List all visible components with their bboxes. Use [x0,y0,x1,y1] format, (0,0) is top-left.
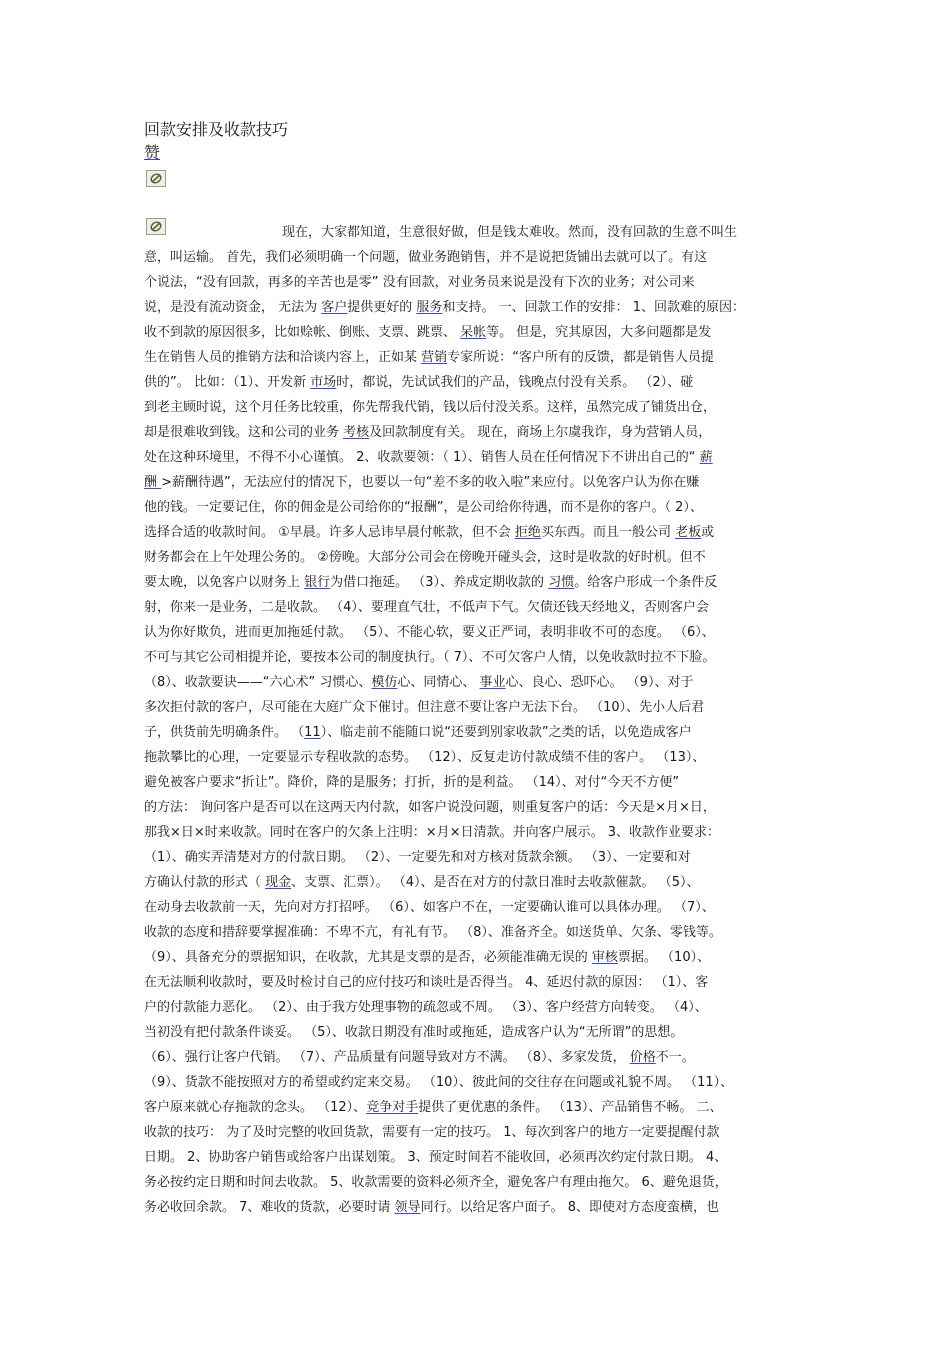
text-segment: 日期。 2、协助客户销售或给客户出谋划策。 3、预定时间若不能收回，必须再次约定付款日期。 4、 [144,1150,728,1165]
text-line [144,1070,814,1095]
text-segment: 收款的技巧： 为了及时完整的收回货款，需要有一定的技巧。 1、每次到客户的地方一定要提醒付款 [144,1125,720,1140]
text-segment: 认为你好欺负，进而更加拖延付款。 （5）、不能心软，要义正严词，表明非收不可的态度。 （6）、 [144,625,715,640]
text-segment: 避免被客户要求“折让”。降价，降的是服务；打折，折的是利益。 （14）、对付“今天不方便” [144,775,680,790]
text-line [144,1195,814,1220]
keyword-link[interactable]: 竞争对手 [366,1100,419,1115]
text-segment: 务必收回余款。 7、难收的货款，必要时请 [144,1200,395,1215]
text-segment: （9）、具备充分的票据知识，在收款，尤其是支票的是否，必须能准确无误的 [144,950,592,965]
text-segment: 在无法顺利收款时，要及时检讨自己的应付技巧和谈吐是否得当。 4、延迟付款的原因： （1）、客 [144,975,709,990]
text-line [144,220,814,245]
text-segment: >薪酬待遇”，无法应付的情况下，也要以一句“差不多的收入啦”来应付。以免客户认为你在赚 [161,475,700,490]
keyword-link[interactable]: 酬 [144,475,162,490]
text-segment: 在动身去收款前一天，先向对方打招呼。 （6）、如客户不在，一定要确认谁可以具体办理。 （7）、 [144,900,715,915]
document-subtitle-link[interactable]: 赞 [144,143,161,162]
text-line [144,645,814,670]
text-segment: 生在销售人员的推销方法和洽谈内容上，正如某 [144,350,422,365]
keyword-link[interactable]: 事业 [479,675,506,690]
text-segment: 他的钱。一定要记住，你的佣金是公司给你的“报酬”，是公司给你待遇，而不是你的客户。（ 2）、 [144,500,703,515]
text-segment: 的方法： 询问客户是否可以在这两天内付款，如客户说没问题，则重复客户的话：今天是×月×日， [144,800,716,815]
text-segment: 时，都说，先试试我们的产品，钱晚点付没有关系。 （2）、碰 [336,375,694,390]
text-segment: 票据。 （10）、 [617,950,711,965]
text-line [144,420,814,445]
text-line [144,395,814,420]
text-segment: 专家所说：“客户所有的反馈，都是销售人员提 [447,350,714,365]
text-segment: 及回款制度有关。 现在，商场上尔虞我诈，身为营销人员， [369,425,712,440]
text-segment: 同行。以给足客户面子。 8、即使对方态度蛮横，也 [420,1200,719,1215]
text-segment: 收款的态度和措辞要掌握准确：不卑不亢，有礼有节。 （8）、准备齐全。如送货单、欠条、零钱等。 [144,925,722,940]
text-line [144,1120,814,1145]
text-line [144,1170,814,1195]
text-segment: 心、同情心、 [397,675,480,690]
text-line [144,570,814,595]
text-line [144,870,814,895]
text-line [144,270,814,295]
text-segment: （6）、强行让客户代销。 （7）、产品质量有问题导致对方不满。 （8）、多家发货， [144,1050,630,1065]
text-line [144,545,814,570]
text-line [144,720,814,745]
keyword-link[interactable]: 市场 [310,375,337,390]
keyword-link[interactable]: 领导 [394,1200,421,1215]
keyword-link[interactable]: 11 [304,725,321,740]
text-line [144,495,814,520]
text-line [144,445,814,470]
text-segment: 选择合适的收款时间。 ①早晨。许多人忌讳早晨付帐款，但不会 [144,525,515,540]
text-segment: 、支票、汇票）。 （4）、是否在对方的付款日准时去收款催款。 （5）、 [291,875,700,890]
text-line [144,1095,814,1120]
text-segment: 买东西。而且一般公司 [540,525,676,540]
keyword-link[interactable]: 模仿 [371,675,398,690]
text-line [144,895,814,920]
text-segment: 子，供货前先明确条件。 （ [144,725,305,740]
keyword-link[interactable]: 审核 [591,950,618,965]
text-segment: （9）、货款不能按照对方的希望或约定来交易。 （10）、彼此间的交往存在问题或礼貌不周。 （11）、 [144,1075,734,1090]
text-line [144,845,814,870]
text-segment: （1）、确实弄清楚对方的付款日期。 （2）、一定要先和对方核对货款余额。 （3）、一定要和对 [144,850,691,865]
text-segment: 不可与其它公司相提并论，要按本公司的制度执行。（ 7）、不可欠客户人情，以免收款时拉不下脸。 [144,650,716,665]
text-segment: 。给客户形成一个条件反 [574,575,718,590]
text-segment: 户的付款能力恶化。 （2）、由于我方处理事物的疏忽或不周。 （3）、客户经营方向转变。 （4）、 [144,1000,708,1015]
text-segment: （8）、收款要诀——“六心术” 习惯心、 [144,675,372,690]
text-line [144,1145,814,1170]
keyword-link[interactable]: 习惯 [548,575,575,590]
keyword-link[interactable]: 考核 [343,425,370,440]
text-line [144,345,814,370]
text-segment: 不一。 [655,1050,695,1065]
keyword-link[interactable]: 呆帐 [460,325,487,340]
article-lines [144,220,814,1220]
text-segment: 要太晚，以免客户以财务上 [144,575,305,590]
text-line [144,245,814,270]
text-segment: 客户原来就心存拖款的念头。 （12）、 [144,1100,367,1115]
text-line [144,770,814,795]
text-segment: 提供更好的 [347,300,417,315]
text-line [144,745,814,770]
text-segment: 心、良心、恐吓心。 （9）、对于 [505,675,694,690]
keyword-link[interactable]: 银行 [304,575,331,590]
text-segment: 收不到款的原因很多，比如赊帐、倒账、支票、跳票、 [144,325,461,340]
text-segment: 财务都会在上午处理公务的。 ②傍晚。大部分公司会在傍晚开碰头会，这时是收款的好时机。但不 [144,550,706,565]
image-icon[interactable] [146,218,166,235]
text-segment: ）、临走前不能随口说“还要到别家收款”之类的话，以免造成客户 [320,725,692,740]
keyword-link[interactable]: 薪 [699,450,713,465]
keyword-link[interactable]: 客户 [321,300,348,315]
text-line [144,595,814,620]
text-segment: 射，你来一是业务，二是收款。 （4）、要理直气壮，不低声下气。欠债还钱天经地义，否则客户会 [144,600,709,615]
text-line [144,945,814,970]
text-segment: 方确认付款的形式（ [144,875,266,890]
text-line [144,295,814,320]
text-segment: 意，叫运输。 首先，我们必须明确一个问题，做业务跑销售，并不是说把货铺出去就可以了。有这 [144,250,708,265]
text-line [144,695,814,720]
text-line [144,1045,814,1070]
text-line [144,970,814,995]
text-segment: 拖款攀比的心理，一定要显示专程收款的态势。 （12）、反复走访付款成绩不佳的客户。 （13）、 [144,750,706,765]
text-segment: 那我×日×时来收款。同时在客户的欠条上注明：×月×日清款。并向客户展示。 3、收款作业要求： [144,825,720,840]
text-segment: 却是很难收到钱。这和公司的业务 [144,425,344,440]
keyword-link[interactable]: 拒绝 [514,525,541,540]
text-line [144,320,814,345]
text-segment: 说，是没有流动资金， 无法为 [144,300,322,315]
text-segment: 和支持。 一、回款工作的安排： 1、回款难的原因： [442,300,745,315]
text-line [144,795,814,820]
text-line [144,470,814,495]
keyword-link[interactable]: 营销 [421,350,448,365]
keyword-link[interactable]: 价格 [629,1050,656,1065]
text-line [144,1020,814,1045]
text-segment: 供的”。 比如：（1）、开发新 [144,375,311,390]
text-segment: 现在，大家都知道，生意很好做，但是钱太难收。然而，没有回款的生意不叫生 [282,225,738,240]
keyword-link[interactable]: 老板 [675,525,702,540]
image-icon[interactable] [146,170,166,187]
text-segment: 为借口拖延。 （3）、养成定期收款的 [330,575,549,590]
text-segment: 到老主顾时说，这个月任务比较重，你先帮我代销，钱以后付没关系。这样，虽然完成了铺货出仓， [144,400,717,415]
text-segment: 多次拒付款的客户，尽可能在大庭广众下催讨。但注意不要让客户无法下台。 （10）、先小人后君 [144,700,705,715]
text-segment: 等。 但是，究其原因，大多问题都是发 [486,325,712,340]
text-segment: 当初没有把付款条件谈妥。 （5）、收款日期没有准时或拖延，造成客户认为“无所谓”的思想。 [144,1025,684,1040]
text-line [144,670,814,695]
text-segment: 处在这种环境里，不得不小心谨慎。 2、收款要领：（ 1）、销售人员在任何情况下不讲出自己的“ [144,450,700,465]
keyword-link[interactable]: 现金 [265,875,292,890]
text-segment: 或 [701,525,715,540]
text-segment: 个说法，“没有回款，再多的辛苦也是零” 没有回款，对业务员来说是没有下次的业务；对公司来 [144,275,695,290]
keyword-link[interactable]: 服务 [416,300,443,315]
document-title: 回款安排及收款技巧 [144,120,289,139]
text-line [144,995,814,1020]
text-line [144,520,814,545]
article-body [144,220,814,1220]
text-segment: 务必按约定日期和时间去收款。 5、收款需要的资料必须齐全，避免客户有理由拖欠。 6、避免退货， [144,1175,728,1190]
text-segment: 提供了更优惠的条件。 （13）、产品销售不畅。 二、 [418,1100,723,1115]
text-line [144,370,814,395]
text-line [144,820,814,845]
text-line [144,620,814,645]
text-line [144,920,814,945]
